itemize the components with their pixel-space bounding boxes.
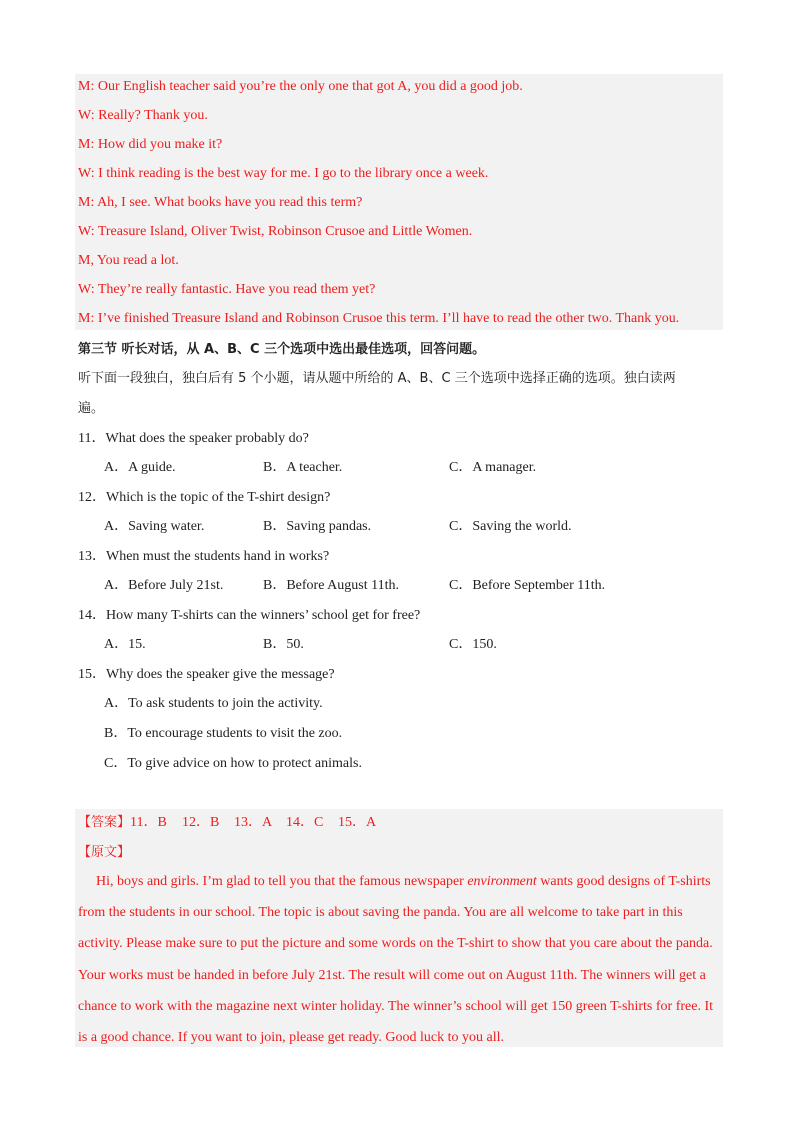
transcript-line: from the students in our school. The topic is about saving the panda. You are all welcome to take part in this	[78, 905, 683, 921]
question-13-option-a: A．Before July 21st.	[104, 578, 224, 593]
question-11-option-b: B．A teacher.	[263, 460, 343, 475]
transcript-line: chance to work with the magazine next winter holiday. The winner’s school will get 150 green T-shirts for free. It	[78, 998, 714, 1014]
section-instruction: 听下面一段独白，独白后有 5 个小题，请从题中所给的 A、B、C 三个选项中选择正确的选项。独白读两	[78, 371, 676, 386]
answer-item: 15．A	[338, 815, 377, 830]
transcript-line: is a good chance. If you want to join, please get ready. Good luck to you all.	[78, 1030, 504, 1046]
question-14-option-a: A．15.	[104, 637, 146, 652]
question-11-option-a: A．A guide.	[104, 460, 176, 475]
dialogue-line: W: I think reading is the best way for me. I go to the library once a week.	[78, 166, 489, 181]
question-13-option-b: B．Before August 11th.	[263, 578, 399, 593]
question-12-option-a: A．Saving water.	[104, 519, 205, 534]
transcript-line: activity. Please make sure to put the picture and some words on the T-shirt to show that you care about the panda.	[78, 936, 713, 952]
transcript-label: 【原文】	[78, 845, 131, 860]
dialogue-line: M: Ah, I see. What books have you read this term?	[78, 195, 363, 210]
answer-item: 14．C	[286, 815, 324, 830]
answer-label: 【答案】	[78, 815, 131, 830]
question-11: 11．What does the speaker probably do?	[78, 431, 309, 446]
question-15-option-b: B．To encourage students to visit the zoo.	[104, 726, 343, 741]
section-heading: 第三节 听长对话，从 A、B、C 三个选项中选出最佳选项，回答问题。	[78, 342, 486, 357]
answer-item: 12．B	[182, 815, 220, 830]
question-12-option-b: B．Saving pandas.	[263, 519, 372, 534]
answer-item: 11．B	[130, 815, 167, 830]
answer-key	[78, 814, 376, 832]
transcript-text: wants good designs of T-shirts	[536, 874, 711, 889]
question-12-option-c: C．Saving the world.	[449, 519, 572, 534]
transcript-line	[78, 866, 724, 897]
question-15: 15．Why does the speaker give the message?	[78, 667, 335, 682]
question-15-option-a: A．To ask students to join the activity.	[104, 696, 323, 711]
answer-item: 13．A	[234, 815, 273, 830]
question-12: 12．Which is the topic of the T-shirt design?	[78, 490, 331, 505]
dialogue-line: M: Our English teacher said you’re the only one that got A, you did a good job.	[78, 79, 523, 94]
question-14-option-c: C．150.	[449, 637, 497, 652]
dialogue-line: M, You read a lot.	[78, 253, 179, 268]
question-13: 13．When must the students hand in works?	[78, 549, 330, 564]
section-instruction-cont: 遍。	[78, 401, 105, 416]
question-11-option-c: C．A manager.	[449, 460, 537, 475]
dialogue-line: M: How did you make it?	[78, 137, 223, 152]
newspaper-name: environment	[467, 874, 537, 889]
dialogue-line: W: Treasure Island, Oliver Twist, Robinson Crusoe and Little Women.	[78, 224, 473, 239]
question-13-option-c: C．Before September 11th.	[449, 578, 606, 593]
question-14-option-b: B．50.	[263, 637, 304, 652]
dialogue-line: W: Really? Thank you.	[78, 108, 208, 123]
transcript-text: Hi, boys and girls. I’m glad to tell you that the famous newspaper	[96, 874, 468, 889]
transcript-paragraph	[78, 866, 724, 1053]
dialogue-line: W: They’re really fantastic. Have you read them yet?	[78, 282, 376, 297]
transcript-line: Your works must be handed in before July 21st. The result will come out on August 11th. The winners will get a	[78, 967, 706, 983]
question-14: 14．How many T-shirts can the winners’ school get for free?	[78, 608, 421, 623]
question-15-option-c: C．To give advice on how to protect animals.	[104, 756, 362, 771]
dialogue-line: M: I’ve finished Treasure Island and Robinson Crusoe this term. I’ll have to read the other two. Thank you.	[78, 311, 680, 326]
